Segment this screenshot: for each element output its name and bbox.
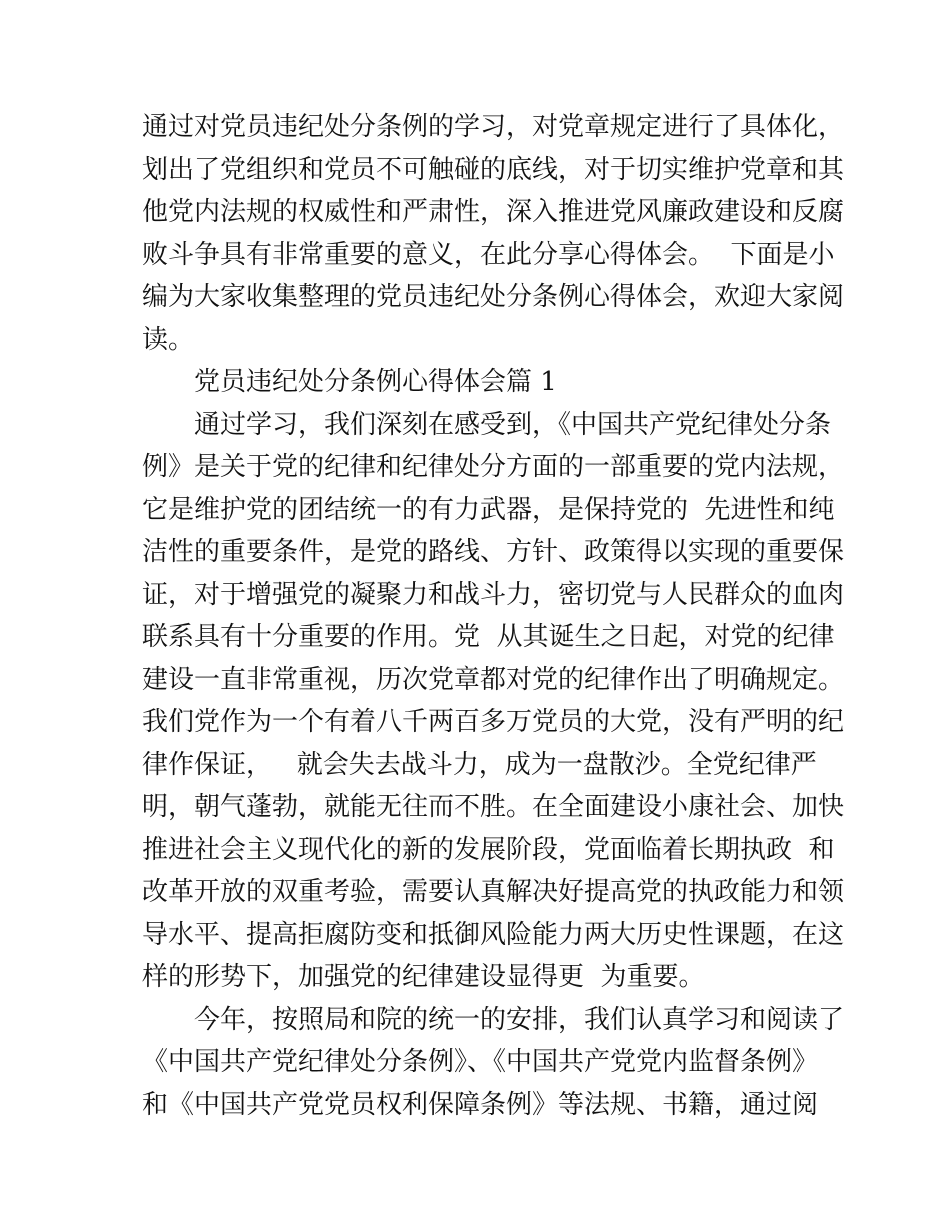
text-line: 编为大家收集整理的党员违纪处分条例心得体会，欢迎大家阅 — [142, 282, 845, 312]
text-line: 通过对党员违纪处分条例的学习，对党章规定进行了具体化， — [142, 112, 845, 142]
text-line: 推进社会主义现代化的新的发展阶段，党面临着长期执政 和 — [142, 834, 835, 865]
text-line: 《中国共产党纪律处分条例》、《中国共产党党内监督条例》 — [142, 1047, 819, 1077]
text-line: 读。 — [142, 324, 195, 355]
text-line: 证，对于增强党的凝聚力和战斗力，密切党与人民群众的血肉 — [142, 579, 845, 610]
text-line: 律作保证， 就会失去战斗力，成为一盘散沙。全党纪律严 — [142, 749, 817, 780]
document-page — [142, 106, 845, 1126]
text-line: 建设一直非常重视，历次党章都对党的纪律作出了明确规定。 — [142, 664, 845, 695]
text-line: 今年，按照局和院的统一的安排，我们认真学习和阅读了 — [194, 1004, 845, 1035]
text-line: 我们党作为一个有着八千两百多万党员的大党，没有严明的纪 — [142, 707, 845, 737]
intro-paragraph — [142, 106, 845, 361]
text-line: 联系具有十分重要的作用。党 从其诞生之日起，对党的纪律 — [142, 622, 835, 652]
text-line: 导水平、提高拒腐防变和抵御风险能力两大历史性课题，在这 — [142, 919, 845, 950]
text-line: 样的形势下，加强党的纪律建设显得更 为重要。 — [142, 962, 705, 992]
text-line: 通过学习，我们深刻在感受到，《中国共产党纪律处分条 — [194, 409, 832, 440]
text-line: 改革开放的双重考验，需要认真解决好提高党的执政能力和领 — [142, 877, 845, 907]
text-line: 和《中国共产党党员权利保障条例》等法规、书籍，通过阅 — [142, 1089, 819, 1120]
text-line: 洁性的重要条件，是党的路线、方针、政策得以实现的重要保 — [142, 537, 845, 567]
text-line: 他党内法规的权威性和严肃性，深入推进党风廉政建设和反腐 — [142, 197, 845, 227]
body-paragraph-2 — [142, 999, 845, 1127]
text-line: 例》是关于党的纪律和纪律处分方面的一部重要的党内法规， — [142, 452, 845, 482]
text-line: 它是维护党的团结统一的有力武器，是保持党的 先进性和纯 — [142, 494, 835, 525]
text-line: 明，朝气蓬勃，就能无往而不胜。在全面建设小康社会、加快 — [142, 792, 845, 822]
body-paragraph-1 — [142, 404, 845, 999]
text-line: 败斗争具有非常重要的意义，在此分享心得体会。 下面是小 — [142, 239, 835, 270]
section-title: 党员违纪处分条例心得体会篇 1 — [194, 367, 557, 397]
text-line: 划出了党组织和党员不可触碰的底线，对于切实维护党章和其 — [142, 154, 845, 185]
